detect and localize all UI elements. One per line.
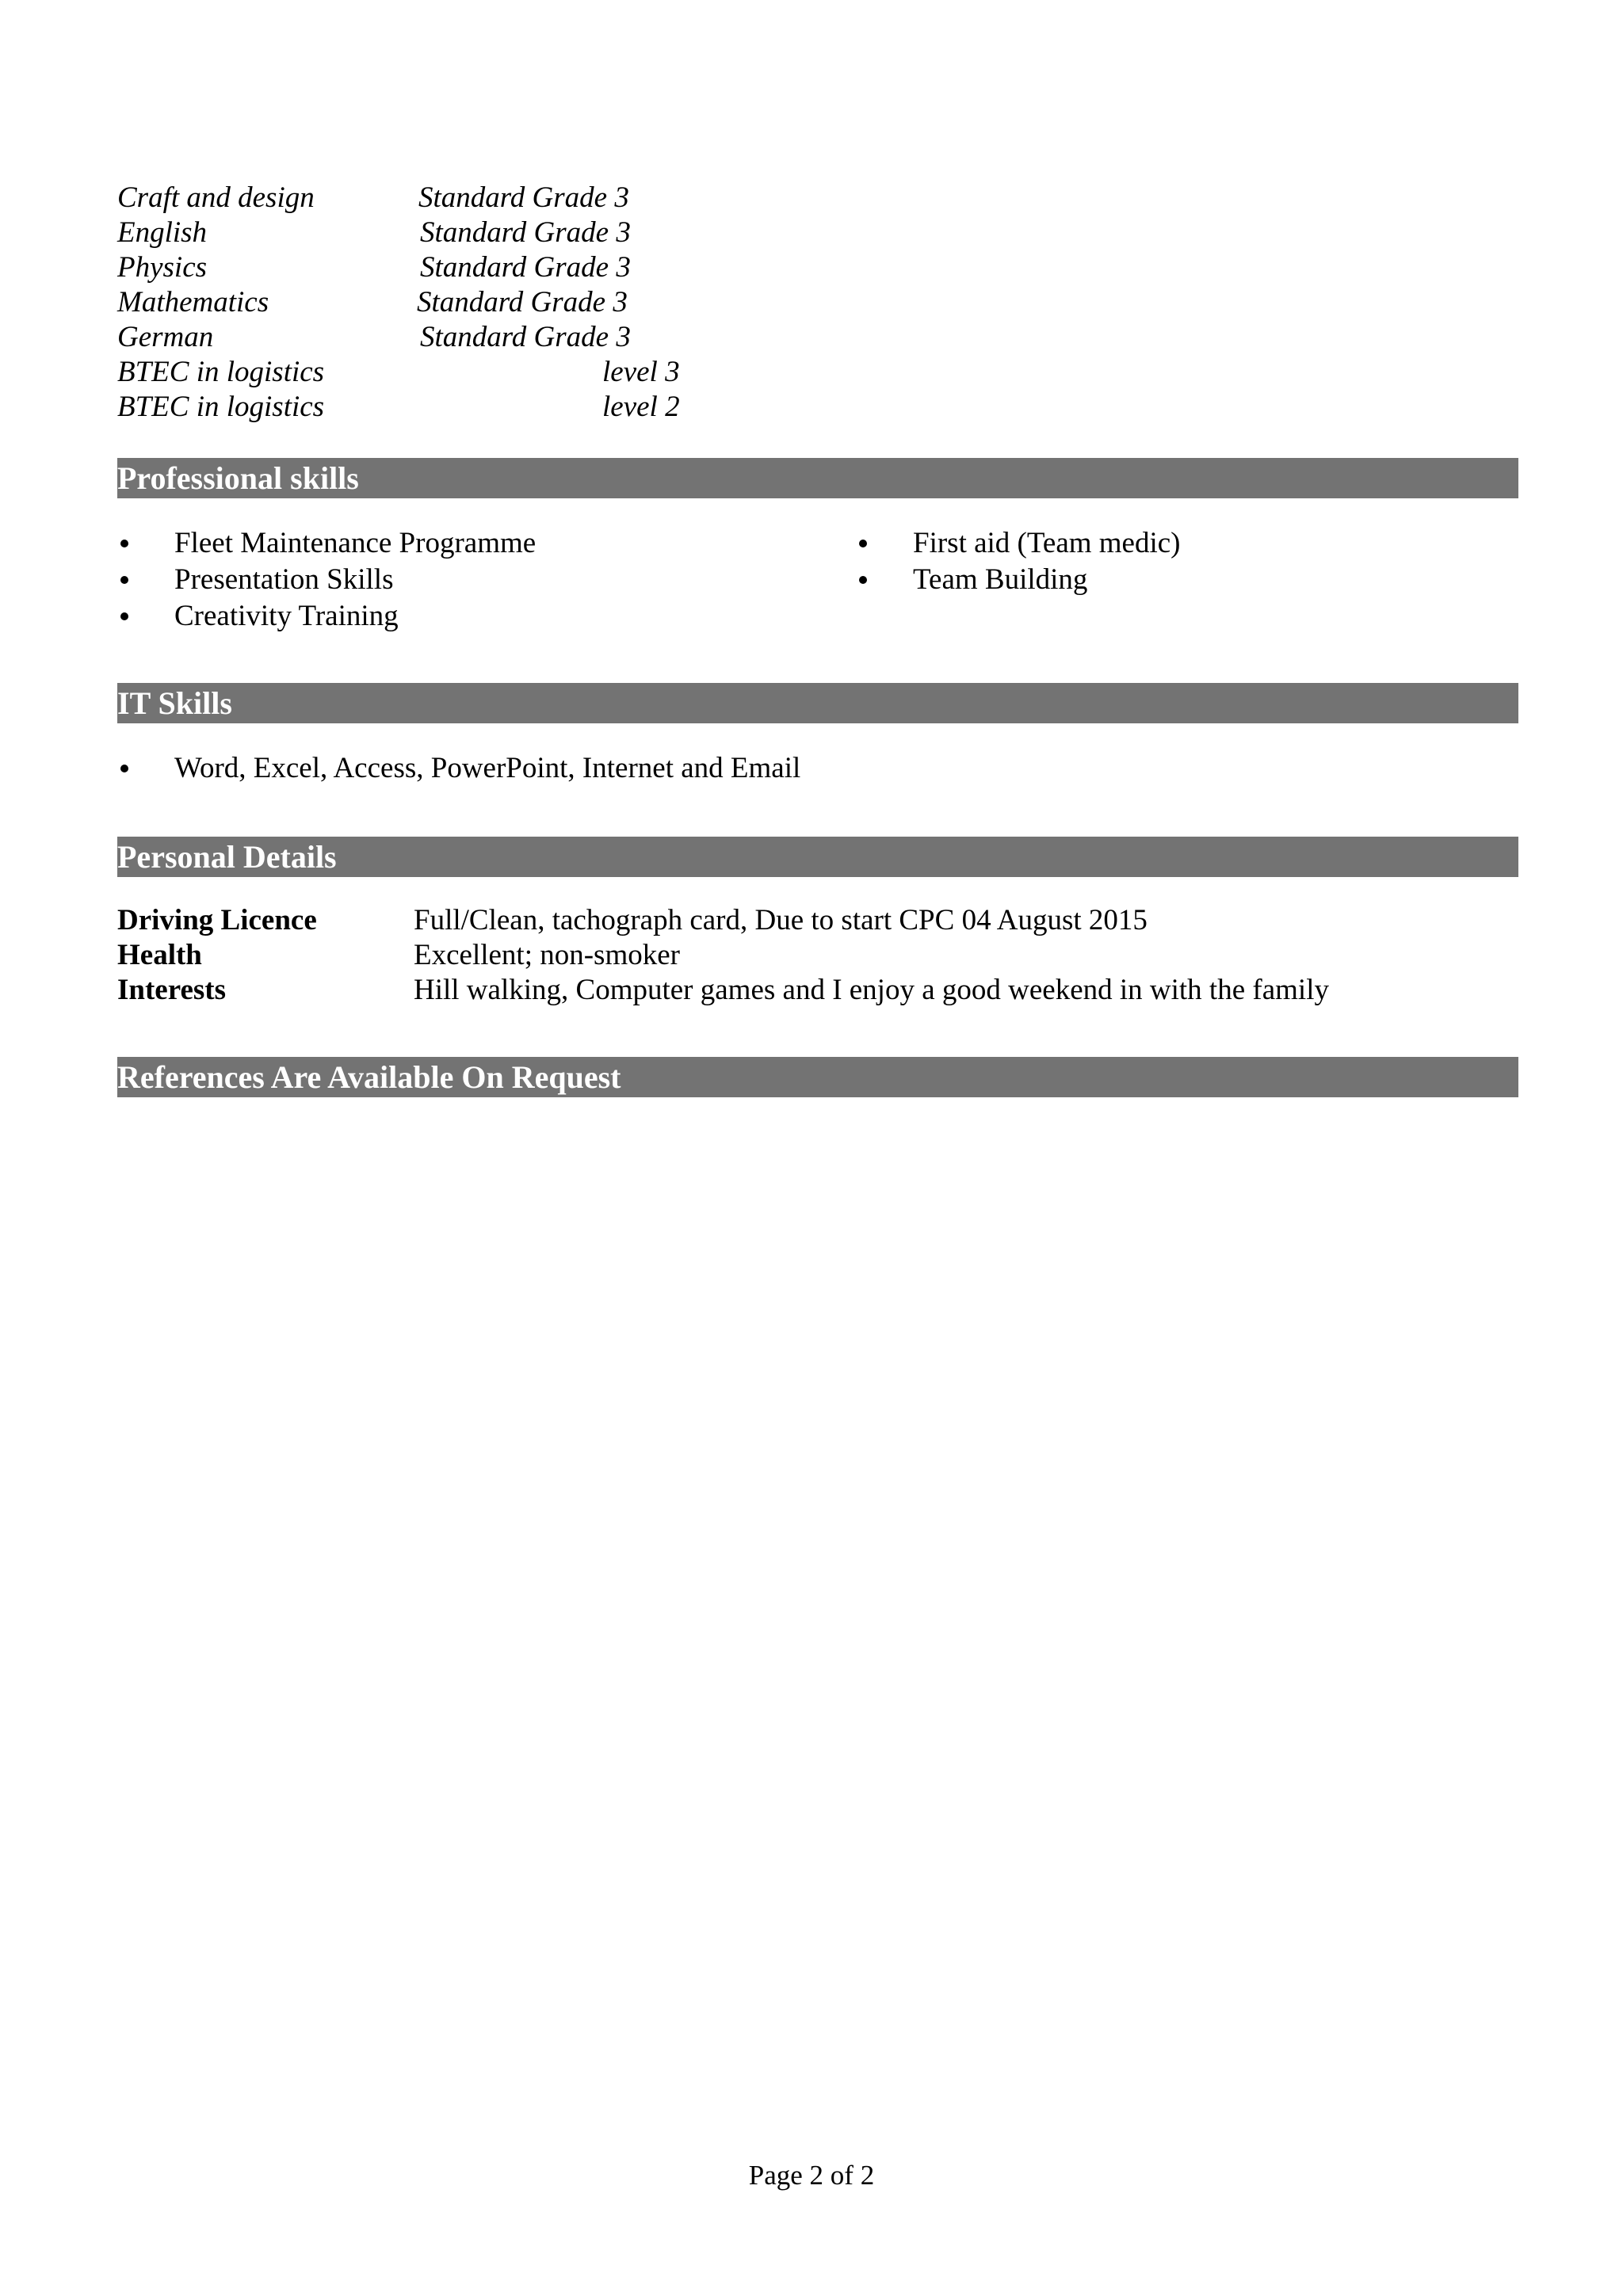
qualification-row	[117, 215, 704, 250]
detail-row	[117, 938, 1518, 973]
detail-label: Health	[117, 939, 202, 971]
qualification-grade: Standard Grade 3	[417, 286, 628, 318]
qualification-row	[117, 390, 704, 425]
qualification-subject: German	[117, 321, 214, 353]
qualification-grade: level 2	[602, 391, 680, 423]
qualification-row	[117, 320, 704, 355]
bullet-icon	[859, 576, 867, 584]
list-item-text: Presentation Skills	[174, 563, 394, 596]
qualifications-table	[117, 181, 704, 425]
section-title: IT Skills	[117, 685, 232, 721]
qualification-grade: Standard Grade 3	[418, 181, 629, 214]
qualification-row	[117, 181, 704, 215]
detail-row	[117, 973, 1518, 1008]
references-header	[117, 1057, 1518, 1097]
qualification-grade: Standard Grade 3	[420, 216, 631, 249]
bullet-icon	[120, 612, 128, 620]
personal-details-header	[117, 837, 1518, 877]
qualification-row	[117, 285, 704, 320]
list-item	[120, 598, 818, 635]
list-item	[120, 750, 1515, 787]
qualification-subject: Craft and design	[117, 181, 315, 214]
detail-label: Interests	[117, 974, 227, 1006]
professional-skills-header	[117, 458, 1518, 498]
qualification-subject: Mathematics	[117, 286, 269, 318]
personal-details-table	[117, 903, 1518, 1008]
list-item	[120, 562, 818, 598]
qualification-row	[117, 355, 704, 390]
qualification-subject: BTEC in logistics	[117, 391, 325, 423]
it-skills-list	[120, 750, 1515, 787]
detail-row	[117, 903, 1518, 938]
list-item-text: Word, Excel, Access, PowerPoint, Internet and Email	[174, 752, 801, 784]
list-item-text: First aid (Team medic)	[913, 527, 1181, 559]
professional-skills-list-right	[859, 525, 1517, 598]
qualification-subject: BTEC in logistics	[117, 356, 325, 388]
detail-value: Full/Clean, tachograph card, Due to start CPC 04 August 2015	[414, 904, 1148, 936]
section-title: Personal Details	[117, 839, 337, 875]
section-title: References Are Available On Request	[117, 1059, 621, 1095]
qualification-grade: level 3	[602, 356, 680, 388]
qualification-subject: English	[117, 216, 208, 249]
bullet-icon	[120, 576, 128, 584]
list-item-text: Team Building	[913, 563, 1088, 596]
list-item	[859, 525, 1517, 562]
list-item-text: Fleet Maintenance Programme	[174, 527, 537, 559]
it-skills-header	[117, 683, 1518, 723]
qualification-grade: Standard Grade 3	[420, 251, 631, 284]
bullet-icon	[120, 540, 128, 547]
bullet-icon	[120, 765, 128, 772]
detail-label: Driving Licence	[117, 904, 317, 936]
qualification-subject: Physics	[117, 251, 208, 284]
detail-value: Hill walking, Computer games and I enjoy a good weekend in with the family	[414, 974, 1329, 1006]
qualification-row	[117, 250, 704, 285]
professional-skills-list-left	[120, 525, 818, 635]
bullet-icon	[859, 540, 867, 547]
section-title: Professional skills	[117, 460, 359, 496]
list-item	[120, 525, 818, 562]
list-item-text: Creativity Training	[174, 600, 399, 632]
page-number: Page 2 of 2	[748, 2160, 875, 2191]
qualification-grade: Standard Grade 3	[420, 321, 631, 353]
detail-value: Excellent; non-smoker	[414, 939, 680, 971]
list-item	[859, 562, 1517, 598]
